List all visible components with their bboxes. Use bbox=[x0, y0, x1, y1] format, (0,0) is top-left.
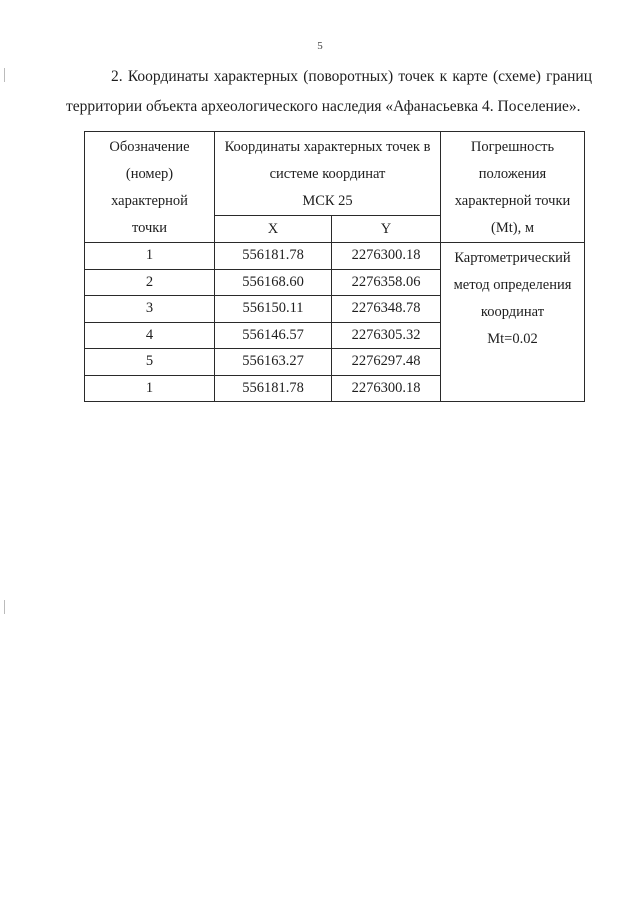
method-text: метод определения bbox=[453, 277, 572, 293]
method-text: координат bbox=[480, 304, 545, 320]
header-text: положения bbox=[478, 166, 547, 182]
y-coordinate-cell: 2276348.78 bbox=[332, 296, 441, 323]
header-text: Погрешность bbox=[470, 139, 555, 155]
header-text: Координаты характерных точек в bbox=[224, 139, 431, 155]
point-designation-header bbox=[85, 132, 215, 243]
x-coordinate-cell: 556181.78 bbox=[215, 375, 332, 402]
table-header-row bbox=[85, 132, 585, 216]
y-coordinate-cell: 2276358.06 bbox=[332, 269, 441, 296]
header-text: Обозначение bbox=[109, 139, 190, 155]
heading-line-1: 2. Координаты характерных (поворотных) точек к карте (схеме) границ bbox=[111, 68, 592, 85]
header-text: системе координат bbox=[269, 166, 386, 182]
x-coordinate-cell: 556168.60 bbox=[215, 269, 332, 296]
point-number-cell: 5 bbox=[85, 349, 215, 376]
method-text: Mt=0.02 bbox=[487, 331, 538, 347]
header-text: характерной bbox=[111, 193, 188, 209]
page-number: 5 bbox=[317, 40, 323, 52]
header-text: характерной точки bbox=[454, 193, 571, 209]
y-coordinate-cell: 2276305.32 bbox=[332, 322, 441, 349]
header-text: МСК 25 bbox=[302, 193, 353, 209]
y-coordinate-cell: 2276300.18 bbox=[332, 375, 441, 402]
y-coordinate-cell: 2276297.48 bbox=[332, 349, 441, 376]
header-text: (Mt), м bbox=[490, 220, 534, 236]
coordinates-table bbox=[84, 131, 585, 402]
method-text: Картометрический bbox=[454, 250, 571, 266]
header-text: (номер) bbox=[125, 166, 174, 182]
header-text: точки bbox=[131, 220, 168, 236]
accuracy-header bbox=[441, 132, 585, 243]
table-row bbox=[85, 243, 585, 270]
y-header: Y bbox=[332, 216, 441, 243]
y-coordinate-cell: 2276300.18 bbox=[332, 243, 441, 270]
x-coordinate-cell: 556181.78 bbox=[215, 243, 332, 270]
x-header: X bbox=[215, 216, 332, 243]
x-coordinate-cell: 556150.11 bbox=[215, 296, 332, 323]
heading-line-2: территории объекта археологического наследия «Афанасьевка 4. Поселение». bbox=[66, 98, 581, 115]
point-number-cell: 1 bbox=[85, 375, 215, 402]
point-number-cell: 1 bbox=[85, 243, 215, 270]
x-coordinate-cell: 556146.57 bbox=[215, 322, 332, 349]
point-number-cell: 3 bbox=[85, 296, 215, 323]
coordinates-header bbox=[215, 132, 441, 216]
point-number-cell: 4 bbox=[85, 322, 215, 349]
scan-edge-mark bbox=[4, 600, 5, 614]
method-cell bbox=[441, 243, 585, 402]
point-number-cell: 2 bbox=[85, 269, 215, 296]
section-heading bbox=[66, 62, 592, 122]
scan-edge-mark bbox=[4, 68, 5, 82]
x-coordinate-cell: 556163.27 bbox=[215, 349, 332, 376]
